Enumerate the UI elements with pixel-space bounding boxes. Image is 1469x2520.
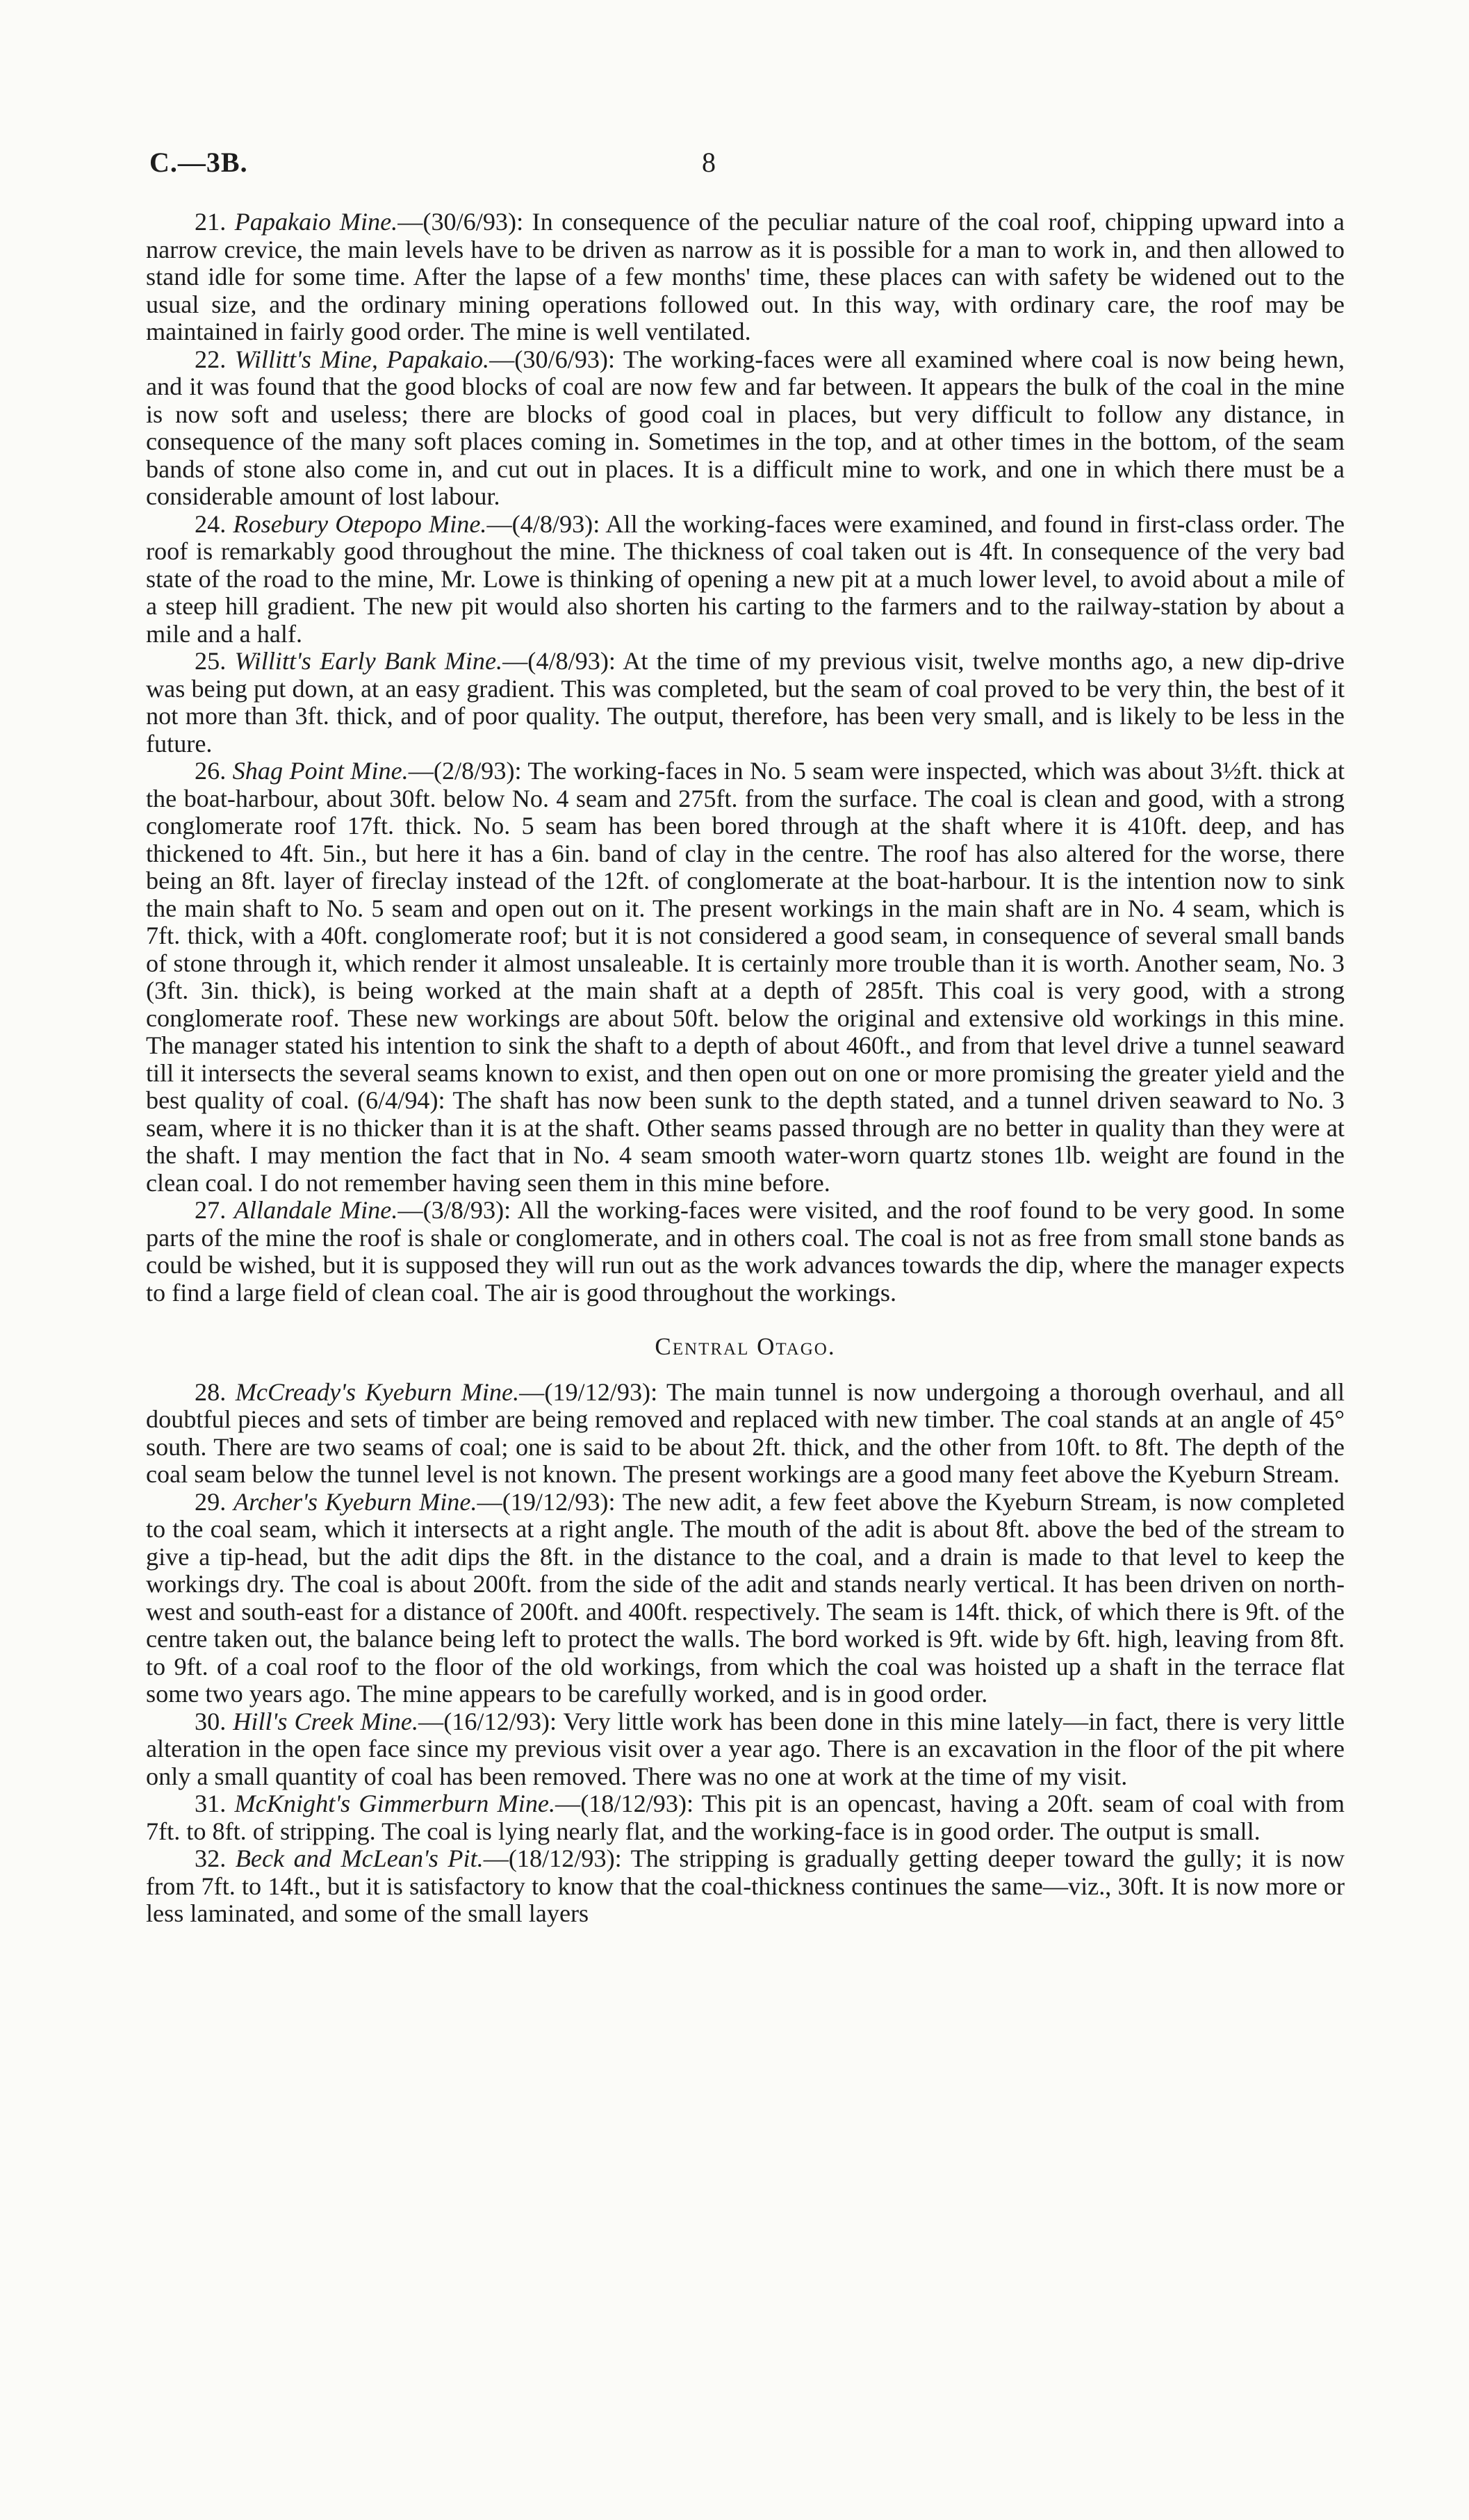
- paragraph-text: —(16/12/93): Very little work has been done in this mine lately—in fact, there is very little alteration in the open face since my previous visit over a year ago. There is an excavation in the floor of the pit where only a small quantity of coal has been removed. There was no one at work at the time of my visit.: [146, 1707, 1345, 1790]
- paragraph-28: [146, 1379, 1345, 1489]
- paragraph-27: [146, 1197, 1345, 1307]
- mine-title: Allandale Mine.: [233, 1196, 398, 1224]
- mine-title: McCready's Kyeburn Mine.: [235, 1377, 520, 1406]
- paragraph-25: [146, 648, 1345, 758]
- paragraph-text: —(18/12/93): The stripping is gradually getting deeper toward the gully; it is now from 7ft. to 14ft., but it is satisfactory to know that the coal-thickness continues the same—viz., 30ft. It is now more or less laminated, and some of the small layers: [146, 1844, 1345, 1927]
- paragraph-text: —(19/12/93): The new adit, a few feet above the Kyeburn Stream, is now completed to the coal seam, which it intersects at a right angle. The mouth of the adit is about 8ft. above the bed of the stream to give a tip-head, but the adit dips the 8ft. in the distance to the coal, and a drain is made to that level to keep the workings dry. The coal is about 200ft. from the side of the adit and stands nearly vertical. It has been driven on north-west and south-east for a distance of 200ft. and 400ft. respectively. The seam is 14ft. thick, of which there is 9ft. of the centre taken out, the balance being left to protect the walls. The bord worked is 9ft. wide by 6ft. high, leaving from 8ft. to 9ft. of a coal roof to the floor of the old workings, from which the coal was hoisted up a shaft in the terrace flat some two years ago. The mine appears to be carefully worked, and is in good order.: [146, 1487, 1345, 1708]
- mine-title: Hill's Creek Mine.: [233, 1707, 418, 1735]
- paragraph-29: [146, 1489, 1345, 1708]
- page-header: [149, 146, 1331, 188]
- document-body: [146, 208, 1345, 1928]
- page-number: 8: [702, 147, 716, 178]
- paragraph-number: 21.: [195, 208, 227, 236]
- mine-title: Rosebury Otepopo Mine.: [233, 509, 487, 538]
- paragraph-24: [146, 511, 1345, 648]
- paragraph-number: 24.: [195, 509, 227, 538]
- paragraph-number: 32.: [195, 1844, 227, 1872]
- paragraph-number: 26.: [195, 757, 227, 785]
- paragraph-text: —(4/8/93): All the working-faces were examined, and found in first-class order. The roof is remarkably good throughout the mine. The thickness of coal taken out is 4ft. In consequence of the very bad state of the road to the mine, Mr. Lowe is thinking of opening a new pit at a much lower level, to avoid about a mile of a steep hill gradient. The new pit would also shorten his carting to the farmers and to the railway-station by about a mile and a half.: [146, 509, 1345, 648]
- paragraph-number: 27.: [195, 1196, 227, 1224]
- paragraph-30: [146, 1708, 1345, 1791]
- mine-title: McKnight's Gimmerburn Mine.: [234, 1790, 556, 1817]
- paragraph-text: —(30/6/93): In consequence of the peculiar nature of the coal roof, chipping upward into a narrow crevice, the main levels have to be driven as narrow as it is possible for a man to work in, and then allowed to stand idle for some time. After the lapse of a few months' time, these places can with safety be widened out to the usual size, and the ordinary mining operations followed out. In this way, with ordinary care, the roof may be maintained in fairly good order. The mine is well ventilated.: [146, 208, 1345, 345]
- mine-title: Papakaio Mine.: [234, 208, 398, 236]
- paragraph-text: —(18/12/93): This pit is an opencast, having a 20ft. seam of coal with from 7ft. to 8ft. of stripping. The coal is lying nearly flat, and the working-face is in good order. The output is small.: [146, 1790, 1345, 1845]
- paragraph-text: —(3/8/93): All the working-faces were visited, and the roof found to be very good. In some parts of the mine the roof is shale or conglomerate, and in others coal. The coal is not as free from small stone bands as could be wished, but it is supposed they will run out as the work advances towards the dip, where the manager expects to find a large field of clean coal. The air is good throughout the workings.: [146, 1196, 1345, 1307]
- paragraph-26: [146, 758, 1345, 1197]
- mine-title: Beck and McLean's Pit.: [235, 1844, 484, 1872]
- paragraph-number: 30.: [195, 1707, 227, 1735]
- paragraph-number: 29.: [195, 1487, 227, 1516]
- paragraph-32: [146, 1845, 1345, 1928]
- section-heading: Central Otago.: [655, 1333, 836, 1360]
- paragraph-text: —(19/12/93): The main tunnel is now undergoing a thorough overhaul, and all doubtful pieces and sets of timber are being removed and replaced with new timber. The coal stands at an angle of 45° south. There are two seams of coal; one is said to be about 2ft. thick, and the other from 10ft. to 8ft. The depth of the coal seam below the tunnel level is not known. The present workings are a good many feet above the Kyeburn Stream.: [146, 1377, 1345, 1488]
- paragraph-number: 31.: [195, 1790, 227, 1817]
- paragraph-21: [146, 208, 1345, 346]
- paragraph-text: —(4/8/93): At the time of my previous visit, twelve months ago, a new dip-drive was being put down, at an easy gradient. This was completed, but the seam of coal proved to be very thin, the best of it not more than 3ft. thick, and of poor quality. The output, therefore, has been very small, and is likely to be less in the future.: [146, 647, 1345, 758]
- paragraph-number: 22.: [195, 345, 227, 373]
- paragraph-31: [146, 1790, 1345, 1845]
- mine-title: Willitt's Early Bank Mine.: [234, 647, 503, 675]
- mine-title: Shag Point Mine.: [232, 757, 409, 785]
- mine-title: Willitt's Mine, Papakaio.: [234, 345, 490, 373]
- paragraph-number: 25.: [195, 647, 227, 675]
- paragraph-text: —(30/6/93): The working-faces were all examined where coal is now being hewn, and it was found that the good blocks of coal are now few and far between. It appears the bulk of the coal in the mine is now soft and useless; there are blocks of good coal in places, but very difficult to follow any distance, in consequence of the many soft places coming in. Sometimes in the top, and at other times in the bottom, of the seam bands of stone also come in, and cut out in places. It is a difficult mine to work, and one in which there must be a considerable amount of lost labour.: [146, 345, 1345, 510]
- document-reference: C.—3B.: [149, 147, 248, 178]
- mine-title: Archer's Kyeburn Mine.: [233, 1487, 477, 1516]
- paragraph-text: —(2/8/93): The working-faces in No. 5 seam were inspected, which was about 3½ft. thick at the boat-harbour, about 30ft. below No. 4 seam and 275ft. from the surface. The coal is clean and good, with a strong conglomerate roof 17ft. thick. No. 5 seam has been bored through at the shaft where it is 410ft. deep, and has thickened to 4ft. 5in., but here it has a 6in. band of clay in the centre. The roof has also altered for the worse, there being an 8ft. layer of fireclay instead of the 12ft. of conglomerate at the boat-harbour. It is the intention now to sink the main shaft to No. 5 seam and open out on it. The present workings in the main shaft are in No. 4 seam, which is 7ft. thick, with a 40ft. conglomerate roof; but it is not considered a good seam, in consequence of several small bands of stone through it, which render it almost unsaleable. It is certainly more trouble than it is worth. Another seam, No. 3 (3ft. 3in. thick), is being worked at the main shaft at a depth of 285ft. This coal is very good, with a strong conglomerate roof. These new workings are about 50ft. below the original and extensive old workings in this mine. The manager stated his intention to sink the shaft to a depth of about 460ft., and from that level drive a tunnel seaward till it intersects the several seams known to exist, and then open out on one or more promising the greater yield and the best quality of coal. (6/4/94): The shaft has now been sunk to the depth stated, and a tunnel driven seaward to No. 3 seam, where it is no thicker than it is at the shaft. Other seams passed through are no better in quality than they were at the shaft. I may mention the fact that in No. 4 seam smooth water-worn quartz stones 1lb. weight are found in the clean coal. I do not remember having seen them in this mine before.: [146, 757, 1345, 1197]
- paragraph-22: [146, 346, 1345, 511]
- paragraph-number: 28.: [195, 1377, 227, 1406]
